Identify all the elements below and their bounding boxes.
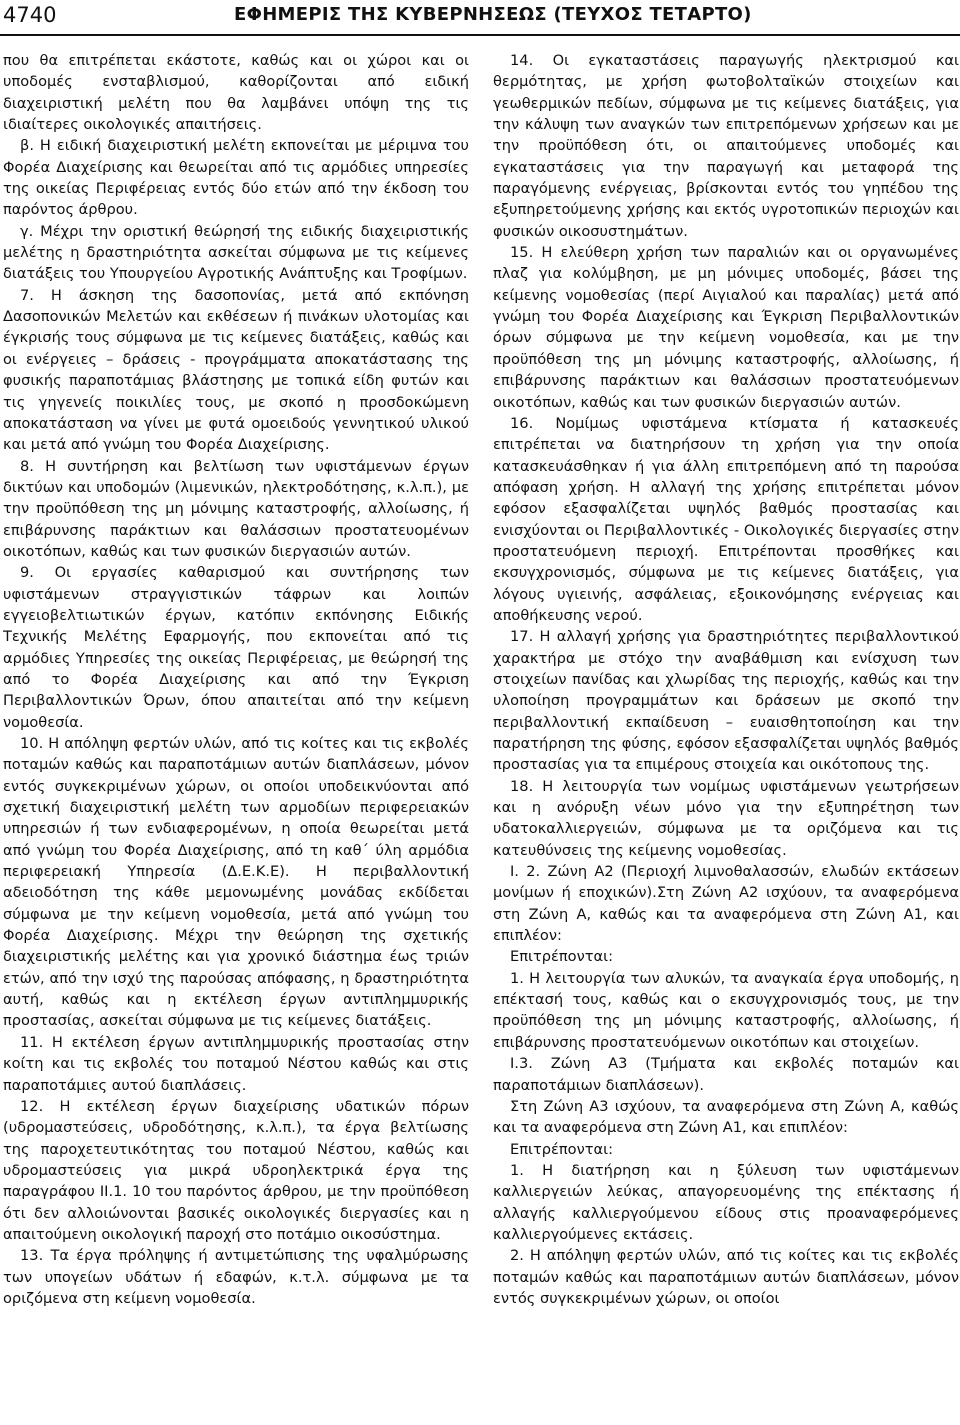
paragraph: β. Η ειδική διαχειριστική μελέτη εκπονείται με μέριμνα του Φορέα Διαχείρισης και θεωρείται από τις αρμόδιες υπηρεσίες της οικείας Περιφέρειας εντός δύο ετών από την έκδοση του παρόντος άρθρου.: [3, 137, 469, 219]
paragraph: 8. Η συντήρηση και βελτίωση των υφιστάμενων έργων δικτύων και υποδομών (λιμενικών, ηλεκτροδότησης, κ.λ.π.), με την προϋπόθεση της μη μόνιμης καταστροφής, αλλοίωσης, ή επιβάρυνσης παράκτιων και θαλάσσιων προστατευομένων οικοτόπων, καθώς και των φυσικών διεργασιών αυτών.: [3, 457, 469, 560]
paragraph: 16. Νομίμως υφιστάμενα κτίσματα ή κατασκευές επιτρέπεται να διατηρήσουν τη χρήση για την οποία κατασκευάσθηκαν ή για άλλη επιτρεπόμενη από τη παρούσα απόφαση χρήση. Η αλλαγή της χρήσης επιτρέπεται μόνον εφόσον εξασφαλίζεται υψηλός βαθμός προστασίας και ενισχύονται οι Περιβαλλοντικές - Οικολογικές διεργασίες στην προστατευόμενη περιοχή. Επιτρέπονται προσθήκες και εκσυγχρονισμός, σύμφωνα με τις κείμενες διατάξεις, για λόγους υγιεινής, ασφάλειας, εξοικονόμησης ενέργειας και αποθήκευσης νερού.: [493, 414, 959, 624]
paragraph: 17. Η αλλαγή χρήσης για δραστηριότητες περιβαλλοντικού χαρακτήρα με στόχο την αναβάθμιση και ενίσχυση των στοιχείων πανίδας και χλωρίδας της περιοχής, καθώς και την υλοποίηση προγραμμάτων και δράσεων με σκοπό την περιβαλλοντική εκπαίδευση – ευαισθητοποίηση και την παρατήρηση της φύσης, εφόσον εξασφαλίζεται υψηλός βαθμός προστασίας για τα επιμέρους στοιχεία και οικότοπους της.: [493, 628, 959, 774]
paragraph: 1. Η λειτουργία των αλυκών, τα αναγκαία έργα υποδομής, η επέκτασή τους, καθώς και ο εκσυγχρονισμός τους, με την προϋπόθεση της μη μόνιμης καταστροφής, αλλοίωσης, ή επιβάρυνσης προστατευόμενων οικοτόπων και στοιχείων.: [493, 969, 959, 1051]
paragraph: 10. Η απόληψη φερτών υλών, από τις κοίτες και τις εκβολές ποταμών καθώς και παραποτάμιων αυτών διαπλάσεων, μόνον εντός συγκεκριμένων χώρων, οι οποίοι υποδεικνύονται από σχετική διαχειριστική μελέτη των αρμοδίων περιφερειακών υπηρεσιών ή των ενδιαφερομένων, η οποία θεωρείται μετά από γνώμη του Φορέα Διαχείρισης, από τη καθ΄ ύλη αρμόδια περιφερειακή Υπηρεσία (Δ.Ε.Κ.Ε). Η περιβαλλοντική αδειοδότηση της κάθε μεμονωμένης μονάδας εκδίδεται σύμφωνα με την κείμενη νομοθεσία, μετά από γνώμη του Φορέα Διαχείρισης. Μέχρι την θεώρηση της σχετικής διαχειριστικής μελέτης και για χρονικό διάστημα έως τριών ετών, από την ισχύ της παρούσας απόφασης, η δραστηριότητα αυτή, καθώς και η εκτέλεση έργων αντιπλημμυρικής προστασίας, ασκείται σύμφωνα με τις κείμενες διατάξεις.: [3, 735, 469, 1030]
paragraph: 11. Η εκτέλεση έργων αντιπλημμυρικής προστασίας στην κοίτη και τις εκβολές του ποταμού Νέστου καθώς και στις παραποτάμιες αυτού διαπλάσεις.: [3, 1033, 469, 1094]
paragraph: 15. Η ελεύθερη χρήση των παραλιών και οι οργανωμένες πλαζ για κολύμβηση, με μη μόνιμες υποδομές, βάσει της κείμενης νομοθεσίας (περί Αιγιαλού και παραλίας) μετά από γνώμη του Φορέα Διαχείρισης και Έγκριση Περιβαλλοντικών όρων σύμφωνα με την κείμενη νομοθεσία, και με την προϋπόθεση της μη μόνιμης καταστροφής, αλλοίωσης, ή επιβάρυνσης παράκτιων και θαλάσσιων προστατευόμενων οικοτόπων, καθώς και των φυσικών διεργασιών αυτών.: [493, 244, 959, 411]
header-rule: [0, 34, 960, 36]
right-column: [493, 50, 959, 1422]
paragraph: που θα επιτρέπεται εκάστοτε, καθώς και οι χώροι και οι υποδομές ενσταβλισμού, καθορίζονται από ειδική διαχειριστική μελέτη που θα λαμβάνει υπόψη της τις ιδιαίτερες οικολογικές απαιτήσεις.: [3, 52, 469, 134]
journal-title: ΕΦΗΜΕΡΙΣ ΤΗΣ ΚΥΒΕΡΝΗΣΕΩΣ (ΤΕΥΧΟΣ ΤΕΤΑΡΤΟ): [234, 4, 752, 25]
paragraph: 18. Η λειτουργία των νομίμως υφιστάμενων γεωτρήσεων και η ανόρυξη νέων μόνο για την εξυπηρέτηση των υδατοκαλλιεργειών, σύμφωνα με τα οριζόμενα και τις κατευθύνσεις της κείμενης νομοθεσίας.: [493, 777, 959, 859]
paragraph: 13. Τα έργα πρόληψης ή αντιμετώπισης της υφαλμύρωσης των υπογείων υδάτων ή εδαφών, κ.τ.λ. σύμφωνα με τα οριζόμενα στη κείμενη νομοθεσία.: [3, 1247, 469, 1307]
paragraph: Επιτρέπονται:: [510, 1140, 614, 1158]
paragraph: 14. Οι εγκαταστάσεις παραγωγής ηλεκτρισμού και θερμότητας, με χρήση φωτοβολταϊκών στοιχείων και γεωθερμικών πεδίων, σύμφωνα με τις κείμενες διατάξεις, για την κάλυψη των αναγκών των επιτρεπόμενων χρήσεων και με την προϋπόθεση ότι, οι απαιτούμενες υποδομές και εγκαταστάσεις για την παραγωγή και μεταφορά της παραγόμενης ενέργειας, βρίσκονται εντός του γηπέδου της εξυπηρετούμενης χρήσης και εκτός υγροτοπικών περιοχών και φυσικών οικοσυστημάτων.: [493, 52, 959, 240]
paragraph: γ. Μέχρι την οριστική θεώρησή της ειδικής διαχειριστικής μελέτης η δραστηριότητα ασκείται σύμφωνα με τις κείμενες διατάξεις του Υπουργείου Αγροτικής Ανάπτυξης και Τροφίμων.: [3, 222, 469, 283]
page-number: 4740: [3, 3, 57, 27]
paragraph: 12. Η εκτέλεση έργων διαχείρισης υδατικών πόρων (υδρομαστεύσεις, υδροδότησης, κ.λ.π.), τα έργα βελτίωσης της παροχετευτικότητας του ποταμού Νέστου, καθώς και υδρομαστεύσεις για μικρά υδροηλεκτρικά έργα της παραγράφου ΙΙ.1. 10 του παρόντος άρθρου, με την προϋπόθεση ότι δεν αλλοιώνονται βασικές οικολογικές διεργασίες και η απαιτούμενη οικολογική παροχή στο ποτάμιο οικοσύστημα.: [3, 1097, 469, 1243]
paragraph: Επιτρέπονται:: [510, 948, 614, 966]
paragraph: Ι. 2. Ζώνη Α2 (Περιοχή λιμνοθαλασσών, ελωδών εκτάσεων μονίμων ή εποχικών).Στη Ζώνη Α2 ισχύουν, τα αναφερόμενα στη Ζώνη Α, καθώς και τα αναφερόμενα στη Ζώνη Α1, και επιπλέον:: [493, 863, 959, 945]
paragraph: 2. Η απόληψη φερτών υλών, από τις κοίτες και τις εκβολές ποταμών καθώς και παραποτάμιων αυτών διαπλάσεων, μόνον εντός συγκεκριμένων χώρων, οι οποίοι: [493, 1247, 959, 1307]
page-header: [0, 0, 960, 34]
paragraph: Ι.3. Ζώνη Α3 (Τμήματα και εκβολές ποταμών και παραποτάμιων διαπλάσεων).: [493, 1055, 959, 1094]
left-column: [3, 50, 469, 1422]
paragraph: 7. Η άσκηση της δασοπονίας, μετά από εκπόνηση Δασοπονικών Μελετών και εκθέσεων ή πινάκων υλοτομίας και έγκρισής τους σύμφωνα με τις κείμενες διατάξεις, καθώς και οι ενέργειες – δράσεις - προγράμματα αποκατάστασης της φυσικής παραποτάμιας βλάστησης με τοπικά είδη φυτών και τις γηγενείς ποικιλίες τους, με σκοπό η προσδοκώμενη αποκατάσταση να γίνει με φυτά ομοειδούς γεννητικού υλικού και μετά από γνώμη του Φορέα Διαχείρισης.: [3, 286, 469, 454]
paragraph: Στη Ζώνη Α3 ισχύουν, τα αναφερόμενα στη Ζώνη Α, καθώς και τα αναφερόμενα στη Ζώνη Α1, και επιπλέον:: [493, 1097, 959, 1137]
paragraph: 1. Η διατήρηση και η ξύλευση των υφιστάμενων καλλιεργειών λεύκας, απαγορευομένης της επέκτασης ή αλλαγής καλλιεργούμενου είδους στις προαναφερόμενες καλλιεργούμενες εκτάσεις.: [493, 1161, 959, 1243]
paragraph: 9. Οι εργασίες καθαρισμού και συντήρησης των υφιστάμενων στραγγιστικών τάφρων και λοιπών εγγειοβελτιωτικών έργων, κατόπιν εκπόνησης Ειδικής Τεχνικής Μελέτης Εφαρμογής, που εκπονείται από τις αρμόδιες Υπηρεσίες της οικείας Περιφέρειας, με θεώρησή της από το Φορέα Διαχείρισης και από την Έγκριση Περιβαλλοντικών Όρων, όπου απαιτείται από την κείμενη νομοθεσία.: [3, 564, 469, 731]
